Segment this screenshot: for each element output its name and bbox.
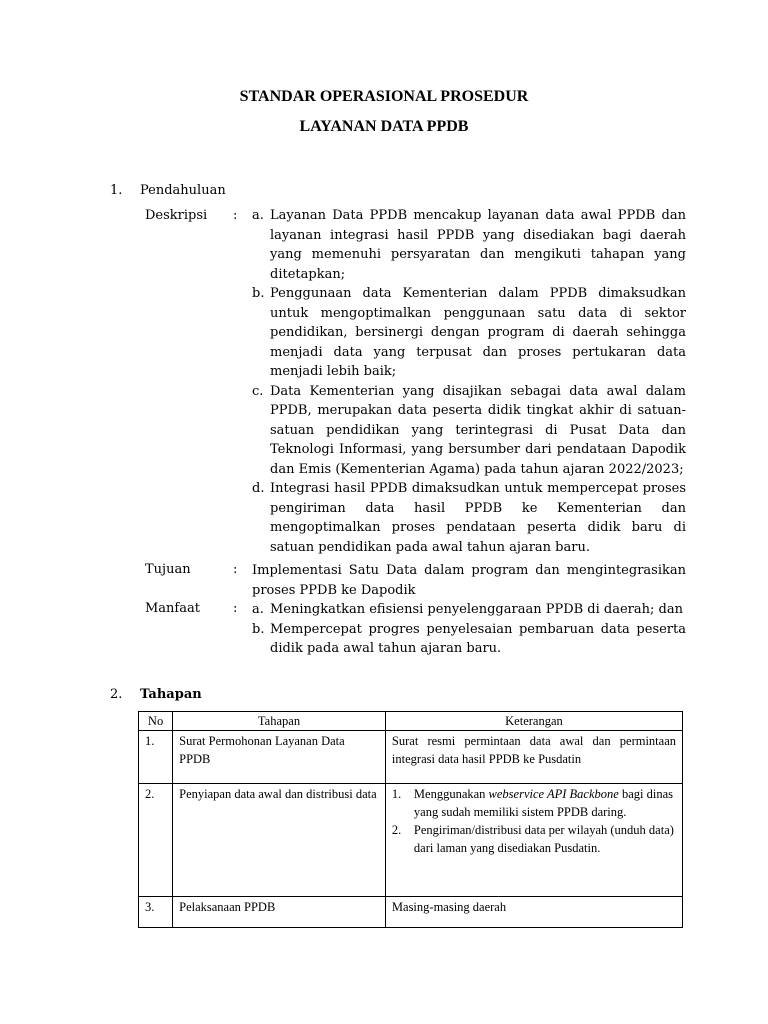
deskripsi-colon: : xyxy=(233,208,238,223)
list-item xyxy=(252,284,686,382)
manfaat-list xyxy=(252,600,686,659)
list-marker: 2. xyxy=(391,823,402,837)
column-header-tahapan: Tahapan xyxy=(173,712,386,731)
list-item-text-emphasis: webservice API Backbone xyxy=(488,787,619,801)
list-item-text: Meningkatkan efisiensi penyelenggaraan PPDB di daerah; dan xyxy=(270,602,683,617)
cell-keterangan xyxy=(385,784,682,897)
tujuan-text: Implementasi Satu Data dalam program dan mengintegrasikan proses PPDB ke Dapodik xyxy=(252,563,686,598)
list-item xyxy=(252,382,686,480)
list-item xyxy=(252,600,686,620)
table-row xyxy=(139,897,683,928)
list-item xyxy=(252,206,686,284)
section-title: Pendahuluan xyxy=(140,183,226,198)
cell-keterangan: Masing-masing daerah xyxy=(385,897,682,928)
list-marker: d. xyxy=(252,481,265,496)
list-marker: a. xyxy=(252,208,264,223)
list-item-text: Layanan Data PPDB mencakup layanan data awal PPDB dan layanan integrasi hasil PPDB yang disediakan bagi daerah yang memenuhi persyaratan dan mengikuti tahapan yang ditetapkan; xyxy=(270,208,686,282)
list-marker: c. xyxy=(252,383,264,399)
section-number: 1. xyxy=(110,183,123,198)
list-marker: 1. xyxy=(391,787,402,801)
cell-keterangan: Surat resmi permintaan data awal dan permintaan integrasi data hasil PPDB ke Pusdatin xyxy=(385,731,682,784)
list-item-text: Mempercepat progres penyelesaian pembaruan data peserta didik pada awal tahun ajaran baru. xyxy=(270,621,686,656)
table-row xyxy=(139,731,683,784)
list-item xyxy=(392,785,676,821)
table-row xyxy=(139,784,683,897)
manfaat-label: Manfaat xyxy=(145,601,200,616)
list-item xyxy=(252,479,686,557)
cell-no: 3. xyxy=(139,897,173,928)
list-item-text-post: bagi dinas yang sudah memiliki sistem PPDB daring. xyxy=(413,787,673,819)
list-marker: b. xyxy=(252,621,265,637)
list-item xyxy=(252,620,686,659)
table-header-row xyxy=(139,712,683,731)
keterangan-list xyxy=(392,785,676,857)
column-header-no: No xyxy=(139,712,173,731)
cell-tahapan: Pelaksanaan PPDB xyxy=(173,897,386,928)
deskripsi-list xyxy=(252,206,686,557)
list-marker: b. xyxy=(252,286,265,301)
list-item-text: Data Kementerian yang disajikan sebagai data awal dalam PPDB, merupakan data peserta didik tingkat akhir di satuan-satuan pendidikan yang terintegrasi di Pusat Data dan Teknologi Informasi, yang bersumber dari pendataan Dapodik dan Emis (Kementerian Agama) pada tahun ajaran 2022/2023; xyxy=(270,383,686,477)
cell-tahapan: Surat Permohonan Layanan Data PPDB xyxy=(173,731,386,784)
cell-no: 1. xyxy=(139,731,173,784)
document-title: STANDAR OPERASIONAL PROSEDUR xyxy=(239,88,529,105)
document-subtitle: LAYANAN DATA PPDB xyxy=(299,118,469,135)
cell-tahapan: Penyiapan data awal dan distribusi data xyxy=(173,784,386,897)
list-item xyxy=(392,821,676,857)
list-item-text-pre: Menggunakan xyxy=(413,787,489,801)
deskripsi-label: Deskripsi xyxy=(145,208,208,223)
section-number: 2. xyxy=(110,687,123,702)
section-title: Tahapan xyxy=(140,687,202,702)
list-marker: a. xyxy=(252,602,264,617)
tujuan-label: Tujuan xyxy=(145,562,191,577)
column-header-keterangan: Keterangan xyxy=(385,712,682,731)
list-item-text: Pengiriman/distribusi data per wilayah (unduh data) dari laman yang disediakan Pusdatin. xyxy=(413,823,674,855)
list-item-text: Integrasi hasil PPDB dimaksudkan untuk mempercepat proses pengiriman data hasil PPDB ke Kementerian dan mengoptimalkan proses pendataan peserta didik baru di satuan pendidikan pada awal tahun ajaran baru. xyxy=(270,481,686,555)
manfaat-colon: : xyxy=(233,601,238,616)
tujuan-colon: : xyxy=(233,562,238,577)
tahapan-table xyxy=(138,711,683,928)
cell-no: 2. xyxy=(139,784,173,897)
list-item-text: Penggunaan data Kementerian dalam PPDB dimaksudkan untuk mengoptimalkan penggunaan satu data di sektor pendidikan, bersinergi dengan program di daerah sehingga menjadi data yang terpusat dan proses pertukaran data menjadi lebih baik; xyxy=(270,286,686,379)
